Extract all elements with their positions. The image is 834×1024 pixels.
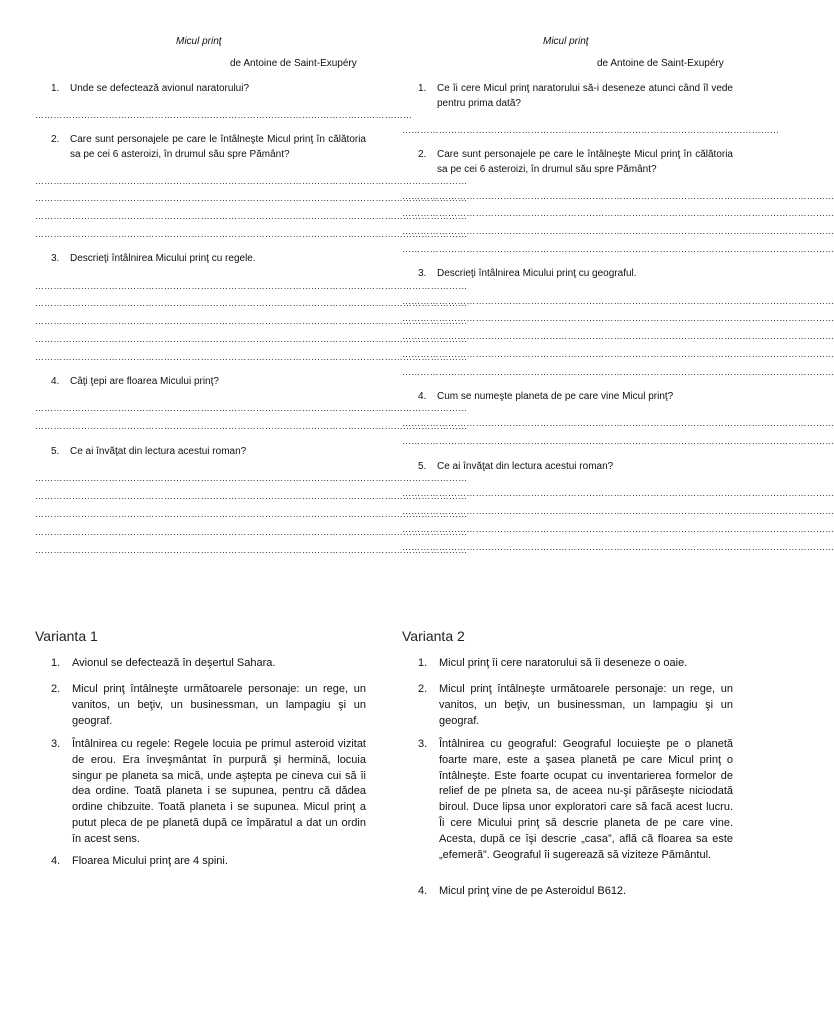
question-number: 2. <box>51 134 60 145</box>
varianta-1-heading: Varianta 1 <box>35 628 98 644</box>
answer-line[interactable]: …………………………………………………………………………………………………………………………… <box>402 367 834 377</box>
answer-text: Micul prinţ întâlneşte următoarele personaje: un rege, un vanitos, un beţiv, un businessman, un lampagiu şi un geograf. <box>439 683 733 727</box>
question-text: Care sunt personajele pe care le întâlneşte Micul prinţ în călătoria sa pe cei 6 asteroizi, în drumul său spre Pământ? <box>70 134 366 160</box>
answer-line[interactable]: …………………………………………………………………………………………………………… <box>402 125 780 135</box>
varianta-2-answer-2 <box>418 682 733 729</box>
question-text: Care sunt personajele pe care le întâlneşte Micul prinţ în călătoria sa pe cei 6 asteroizi, în drumul său spre Pământ? <box>437 149 733 175</box>
answer-line[interactable]: …………………………………………………………………………………………………………………………… <box>35 421 468 431</box>
question-text: Unde se defectează avionul naratorului? <box>70 83 250 94</box>
answer-number: 2. <box>51 683 61 695</box>
left-title: Micul prinţ <box>176 36 222 47</box>
answer-line[interactable]: …………………………………………………………………………………………………………………………… <box>35 491 468 501</box>
answer-line[interactable]: …………………………………………………………………………………………………………………………… <box>402 436 834 446</box>
left-question-3 <box>51 252 366 267</box>
varianta-2-answer-1 <box>418 656 733 672</box>
question-text: Descrieţi întâlnirea Micului prinţ cu regele. <box>70 253 256 264</box>
answer-number: 2. <box>418 683 428 695</box>
right-question-5 <box>418 460 733 475</box>
answer-line[interactable]: …………………………………………………………………………………………………………………………… <box>402 296 834 306</box>
answer-line[interactable]: …………………………………………………………………………………………………………………………… <box>35 298 468 308</box>
answer-line[interactable]: …………………………………………………………………………………………………………………………… <box>402 208 834 218</box>
question-number: 2. <box>418 149 427 160</box>
answer-number: 4. <box>51 855 61 867</box>
answer-line[interactable]: …………………………………………………………………………………………………………………………… <box>35 545 468 555</box>
answer-text: Întâlnirea cu geograful: Geograful locuieşte pe o planetă foarte mare, este a şasea planetă pe care Micul prinţ o întâlneşte. Este foarte ocupat cu inventarierea formelor de relief de pe plneta sa, de aceea nu-şi părăseşte niciodată biroul. Duce lipsa unor exploratori care să facă acest lucru. Îi cere Micului prinţ să descrie planeta de pe care vine. Acesta, după ce îşi descrie „casa”, află că floarea sa este „efemeră”. Geograful îi sugerează să viziteze Pământul. <box>439 738 733 861</box>
answer-line[interactable]: …………………………………………………………………………………………………………………………… <box>402 418 834 428</box>
answer-line[interactable]: …………………………………………………………………………………………………………………………… <box>35 352 468 362</box>
left-question-2 <box>51 133 366 162</box>
question-number: 4. <box>51 376 60 387</box>
answer-line[interactable]: …………………………………………………………………………………………………………………………… <box>402 331 834 341</box>
answer-line[interactable]: …………………………………………………………………………………………………………………………… <box>35 473 468 483</box>
answer-line[interactable]: …………………………………………………………………………………………………………………………… <box>35 211 468 221</box>
question-number: 3. <box>418 268 427 279</box>
answer-line[interactable]: …………………………………………………………………………………………………………………………… <box>35 193 468 203</box>
answer-line[interactable]: …………………………………………………………………………………………………………………………… <box>402 191 834 201</box>
answer-text: Micul prinţ îi cere naratorului să îi deseneze o oaie. <box>439 657 688 669</box>
answer-line[interactable]: …………………………………………………………………………………………………………………………… <box>402 244 834 254</box>
answer-text: Floarea Micului prinţ are 4 spini. <box>72 855 228 867</box>
right-question-3 <box>418 267 733 282</box>
question-text: Ce îi cere Micul prinţ naratorului să-i deseneze atunci când îl vede pentru prima dată? <box>437 83 733 109</box>
varianta-1-answer-1 <box>51 656 366 672</box>
answer-number: 4. <box>418 885 428 897</box>
answer-text: Avionul se defectează în deşertul Sahara. <box>72 657 276 669</box>
left-question-4 <box>51 375 366 390</box>
answer-line[interactable]: …………………………………………………………………………………………………………………………… <box>35 281 468 291</box>
answer-line[interactable]: …………………………………………………………………………………………………………………………… <box>402 488 834 498</box>
answer-line[interactable]: …………………………………………………………………………………………………………………………… <box>35 229 468 239</box>
question-number: 5. <box>418 461 427 472</box>
answer-line[interactable]: …………………………………………………………………………………………………………… <box>35 110 413 120</box>
answer-line[interactable]: …………………………………………………………………………………………………………………………… <box>35 176 468 186</box>
question-number: 5. <box>51 446 60 457</box>
question-text: Ce ai învăţat din lectura acestui roman? <box>437 461 614 472</box>
question-text: Ce ai învăţat din lectura acestui roman? <box>70 446 247 457</box>
varianta-1-answer-2 <box>51 682 366 729</box>
right-author: de Antoine de Saint-Exupéry <box>597 58 724 69</box>
answer-text: Întâlnirea cu regele: Regele locuia pe primul asteroid vizitat de erou. Era înveşmântat în purpură şi hermină, locuia singur pe planeta sa mică, unde aştepta pe cineva cui să îi dea ordine. Toată planeta i se supunea, pentru că dădea ordine chibzuite. Toată planeta i se supunea. Micul prinţ a putut pleca de pe planetă după ce împăratul a dat un ordin în acest sens. <box>72 738 366 845</box>
question-number: 4. <box>418 391 427 402</box>
varianta-1-answer-3 <box>51 737 366 848</box>
right-title: Micul prinţ <box>543 36 589 47</box>
question-text: Cum se numeşte planeta de pe care vine Micul prinţ? <box>437 391 674 402</box>
answer-line[interactable]: …………………………………………………………………………………………………………………………… <box>35 316 468 326</box>
answer-number: 1. <box>418 657 428 669</box>
answer-line[interactable]: …………………………………………………………………………………………………………………………… <box>402 313 834 323</box>
answer-line[interactable]: …………………………………………………………………………………………………………………………… <box>402 226 834 236</box>
answer-line[interactable]: …………………………………………………………………………………………………………………………… <box>402 524 834 534</box>
answer-line[interactable]: …………………………………………………………………………………………………………………………… <box>35 527 468 537</box>
answer-number: 3. <box>418 738 428 750</box>
answer-number: 1. <box>51 657 61 669</box>
question-number: 1. <box>418 83 427 94</box>
right-question-2 <box>418 148 733 177</box>
left-author: de Antoine de Saint-Exupéry <box>230 58 357 69</box>
question-number: 3. <box>51 253 60 264</box>
answer-line[interactable]: …………………………………………………………………………………………………………………………… <box>402 542 834 552</box>
question-text: Câţi ţepi are floarea Micului prinţ? <box>70 376 219 387</box>
answer-line[interactable]: …………………………………………………………………………………………………………………………… <box>402 349 834 359</box>
varianta-2-heading: Varianta 2 <box>402 628 465 644</box>
answer-number: 3. <box>51 738 61 750</box>
answer-line[interactable]: …………………………………………………………………………………………………………………………… <box>402 506 834 516</box>
answer-text: Micul prinţ întâlneşte următoarele personaje: un rege, un vanitos, un beţiv, un businessman, un lampagiu şi un geograf. <box>72 683 366 727</box>
answer-text: Micul prinţ vine de pe Asteroidul B612. <box>439 885 627 897</box>
right-question-1 <box>418 82 733 111</box>
varianta-2-answer-4 <box>418 884 733 900</box>
answer-line[interactable]: …………………………………………………………………………………………………………………………… <box>35 334 468 344</box>
answer-line[interactable]: …………………………………………………………………………………………………………………………… <box>35 403 468 413</box>
question-number: 1. <box>51 83 60 94</box>
left-question-5 <box>51 445 366 460</box>
right-question-4 <box>418 390 733 405</box>
varianta-2-answer-3 <box>418 737 733 863</box>
left-question-1 <box>51 82 366 97</box>
answer-line[interactable]: …………………………………………………………………………………………………………………………… <box>35 509 468 519</box>
question-text: Descrieţi întâlnirea Micului prinţ cu geograful. <box>437 268 637 279</box>
varianta-1-answer-4 <box>51 854 366 870</box>
